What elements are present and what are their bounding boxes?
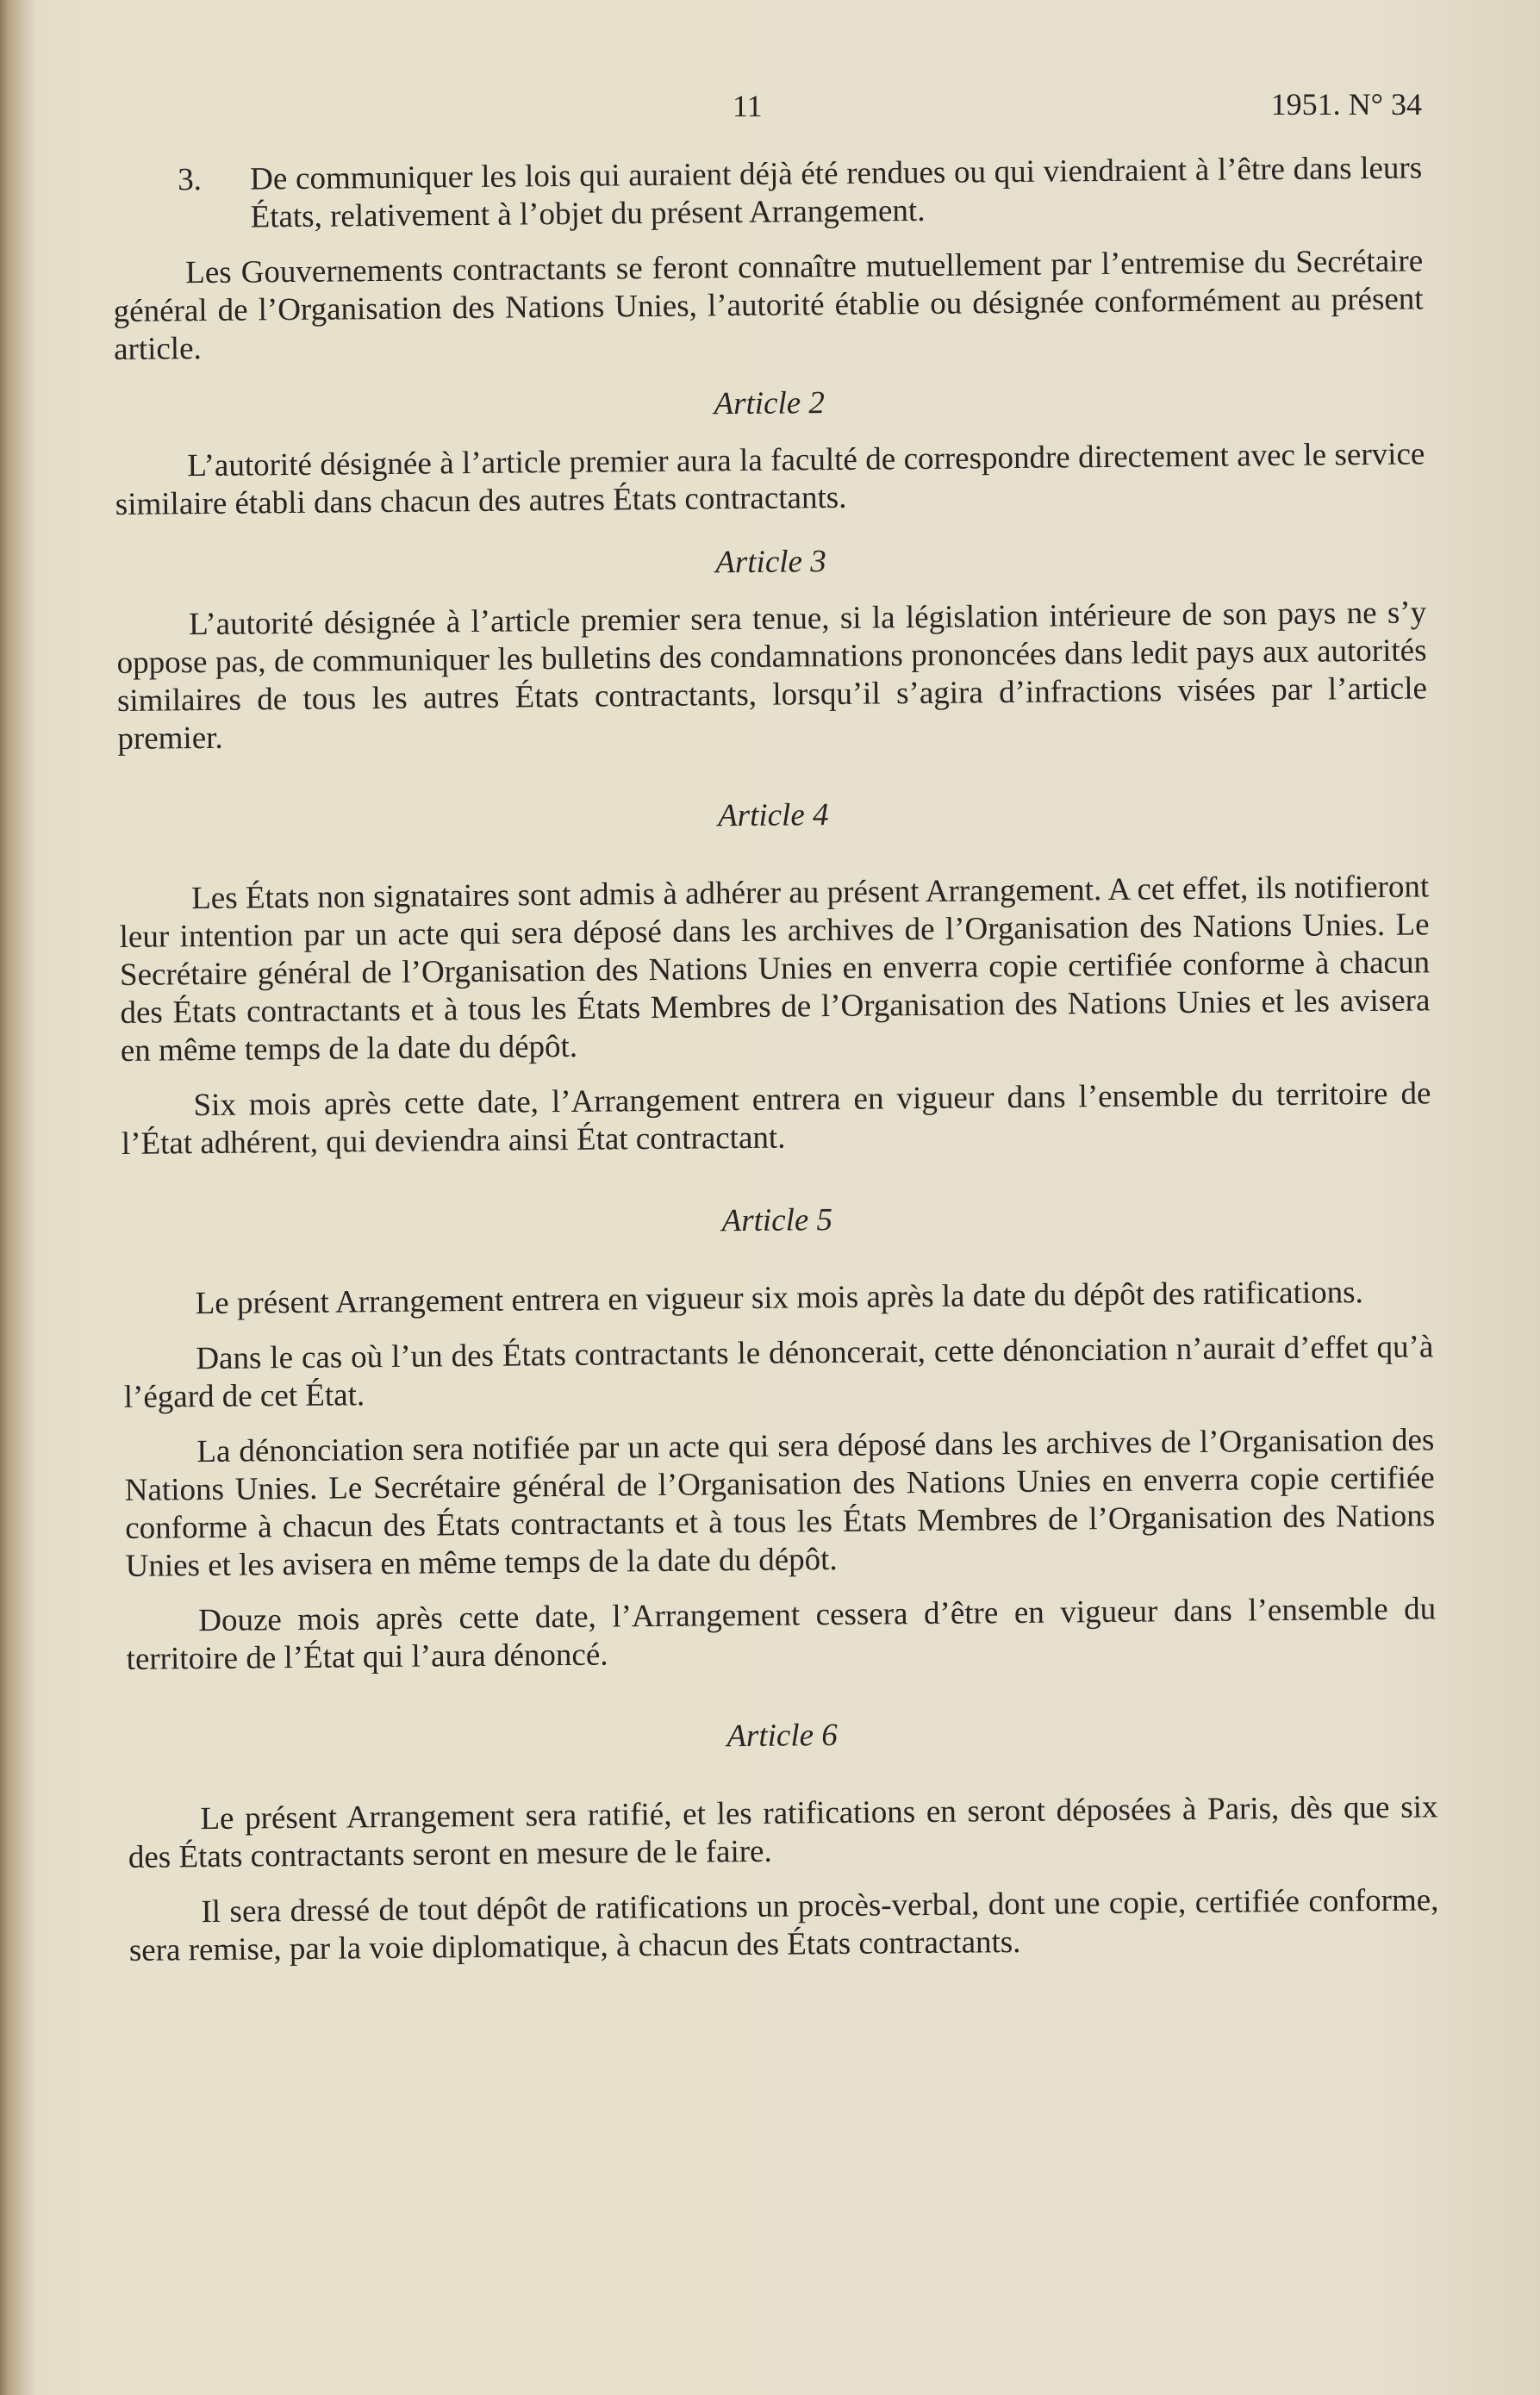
document-reference: 1951. N° 34 <box>1270 87 1422 122</box>
article-5-paragraph-3: La dénonciation sera notifiée par un acte qui sera déposé dans les archives de l’Organisation des Nations Unies. Le Secrétaire général de l’Organisation des Nations Unies en enverra copie certifiée conforme à chacun des États contractants et à tous les États Membres de l’Organisation des Nations Unies et les avisera en même temps de la date du dépôt. <box>124 1422 1436 1584</box>
book-spine-shadow <box>0 0 36 2395</box>
document-page <box>112 0 1439 2395</box>
document-body <box>112 149 1439 1986</box>
article-5-paragraph-1: Le présent Arrangement entrera en vigueur six mois après la date du dépôt des ratifications. <box>195 1275 1364 1322</box>
article-5-heading: Article 5 <box>721 1202 833 1239</box>
article-2-heading: Article 2 <box>714 385 826 422</box>
page-header <box>112 79 1422 131</box>
article-6-heading: Article 6 <box>726 1718 838 1755</box>
list-item-3 <box>112 149 1423 238</box>
paragraph-authority: Les Gouvernements contractants se feront connaître mutuellement par l’entremise du Secrétaire général de l’Organisation des Nations Unies, l’autorité établie ou désignée conformément au présent article. <box>113 243 1424 367</box>
list-item-text: De communiquer les lois qui auraient déjà été rendues ou qui viendraient à l’être dans leurs États, relativement à l’objet du présent Arrangement. <box>250 150 1423 235</box>
article-2-paragraph-1: L’autorité désignée à l’article premier aura la faculté de correspondre directement avec le service similaire établi dans chacun des autres États contractants. <box>115 436 1425 522</box>
page-number: 11 <box>733 89 763 123</box>
article-4-paragraph-2: Six mois après cette date, l’Arrangement entrera en vigueur dans l’ensemble du territoire de l’État adhérent, qui deviendra ainsi État contractant. <box>121 1076 1431 1162</box>
article-5-paragraph-4: Douze mois après cette date, l’Arrangement cessera d’être en vigueur dans l’ensemble du territoire de l’État qui l’aura dénoncé. <box>126 1591 1437 1677</box>
article-4-heading: Article 4 <box>717 797 829 834</box>
article-6-paragraph-1: Le présent Arrangement sera ratifié, et les ratifications en seront déposées à Paris, dès que six des États contractants seront en mesure de le faire. <box>128 1789 1438 1875</box>
article-6-paragraph-2: Il sera dressé de tout dépôt de ratifications un procès-verbal, dont une copie, certifiée conforme, sera remise, par la voie diplomatique, à chacun des États contractants. <box>128 1882 1439 1968</box>
list-item-number: 3. <box>178 162 203 198</box>
article-3-paragraph-1: L’autorité désignée à l’article premier sera tenue, si la législation intérieure de son pays ne s’y oppose pas, de communiquer les bulletins des condamnations prononcées dans ledit pays aux autorités similaires de tous les autres États contractants, lorsqu’il s’agira d’infractions visées par l’article premier. <box>116 595 1428 757</box>
article-5-paragraph-2: Dans le cas où l’un des États contractants le dénoncerait, cette dénonciation n’aurait d’effet qu’à l’égard de cet État. <box>123 1329 1434 1415</box>
article-4-paragraph-1: Les États non signataires sont admis à adhérer au présent Arrangement. A cet effet, ils notifieront leur intention par un acte qui sera déposé dans les archives de l’Organisation des Nations Unies. Le Secrétaire général de l’Organisation des Nations Unies en enverra copie certifiée conforme à chacun des États contractants et à tous les États Membres de l’Organisation des Nations Unies et les avisera en même temps de la date du dépôt. <box>119 869 1431 1069</box>
article-3-heading: Article 3 <box>715 544 826 581</box>
